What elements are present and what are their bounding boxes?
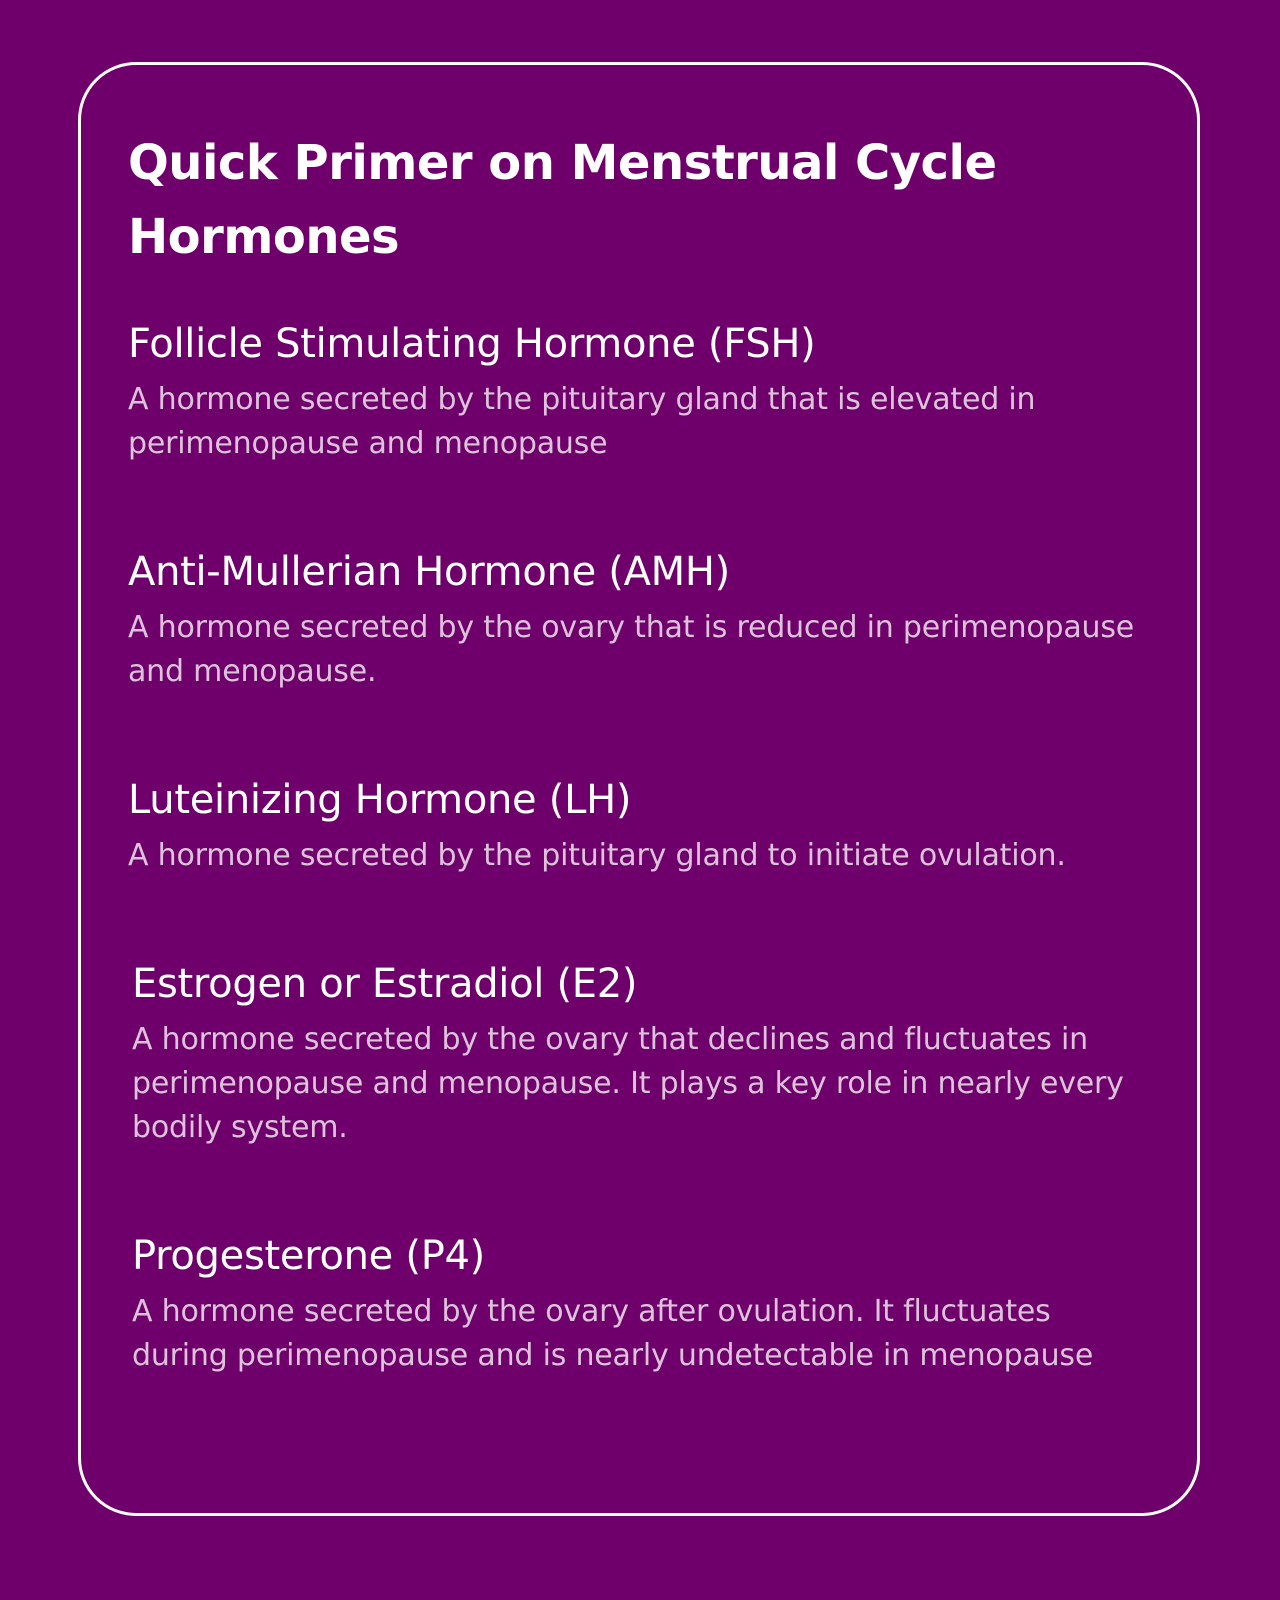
hormone-description: A hormone secreted by the ovary that declines and fluctuates in perimenopause and menopause. It plays a key role in nearly every bodily system.: [132, 1022, 1124, 1145]
hormone-entry-lh: [128, 774, 1138, 878]
hormone-name: Estrogen or Estradiol (E2): [132, 961, 638, 1007]
hormone-entry-fsh: [128, 318, 1138, 466]
hormone-entry-p4: [132, 1230, 1142, 1378]
page-title: Quick Primer on Menstrual Cycle Hormones: [128, 135, 997, 265]
hormone-entry-amh: [128, 546, 1138, 694]
hormone-entry-e2: [132, 958, 1142, 1150]
hormone-name: Follicle Stimulating Hormone (FSH): [128, 321, 816, 367]
hormone-name: Anti-Mullerian Hormone (AMH): [128, 549, 730, 595]
hormone-description: A hormone secreted by the ovary that is reduced in perimenopause and menopause.: [128, 610, 1135, 689]
hormone-name: Progesterone (P4): [132, 1233, 485, 1279]
hormone-description: A hormone secreted by the pituitary gland to initiate ovulation.: [128, 838, 1066, 873]
hormone-description: A hormone secreted by the ovary after ovulation. It fluctuates during perimenopause and is nearly undetectable in menopause: [132, 1294, 1094, 1373]
hormone-description: A hormone secreted by the pituitary gland that is elevated in perimenopause and menopause: [128, 382, 1036, 461]
hormone-name: Luteinizing Hormone (LH): [128, 777, 632, 823]
